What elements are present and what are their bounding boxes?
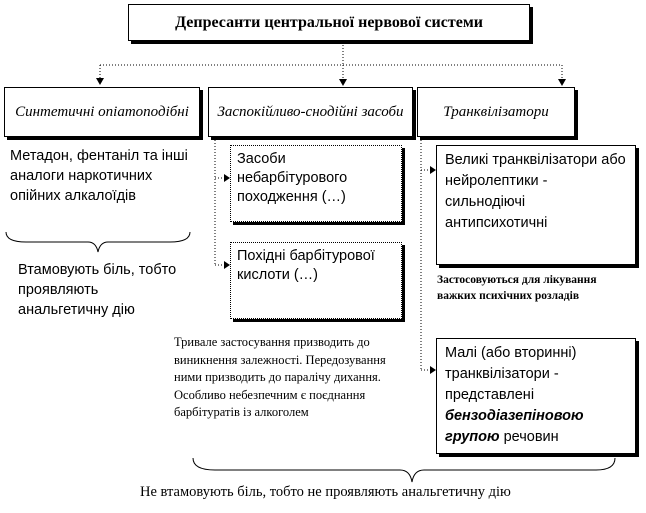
item-text: Великі транквілізатори або нейролептики - сильнодіючі антипсихотичні	[445, 152, 626, 231]
diagram-title	[128, 4, 530, 41]
diagram-title-text: Депресанти центральної нервової системи	[175, 13, 483, 31]
item-text: Похідні барбітурової кислоти (…)	[237, 248, 375, 283]
synthetic-opioids-description: Метадон, фентаніл та інші аналоги наркотичних опійних алкалоїдів	[10, 148, 188, 204]
tranquilizer-item-major	[436, 145, 636, 265]
category-label: Заспокійливо-снодійні засоби	[217, 104, 404, 120]
emphasized-term: бензодіазепіновою групою	[445, 408, 584, 445]
category-synthetic-opioids	[4, 87, 200, 137]
sedative-item-nonbarbiturate	[230, 145, 402, 222]
category-label: Синтетичні опіатоподібні	[15, 104, 189, 120]
sedative-item-barbiturate	[230, 242, 402, 319]
category-sedative-hypnotics	[208, 87, 413, 137]
bottom-note: Не втамовують біль, тобто не проявляють анальгетичну дію	[140, 484, 511, 500]
item-text: Малі (або вторинні) транквілізатори - представлені бензодіазепіновою групою речовин	[445, 345, 584, 445]
sedative-note: Тривале застосування призводить до виникнення залежності. Передозування ними призводить до паралічу дихання. Особливо небезпечним є поєднання барбітуратів із алкоголем	[174, 335, 386, 419]
synthetic-opioids-note: Втамовують біль, тобто проявляють анальгетичну дію	[18, 262, 177, 318]
item-text: Засоби небарбітурового походження (…)	[237, 151, 348, 205]
category-tranquilizers	[417, 87, 575, 137]
tranquilizer-item-minor	[436, 338, 636, 454]
tranquilizer-note: Застосовуються для лікування важких психічних розладів	[437, 274, 597, 302]
category-label: Транквілізатори	[443, 103, 549, 120]
